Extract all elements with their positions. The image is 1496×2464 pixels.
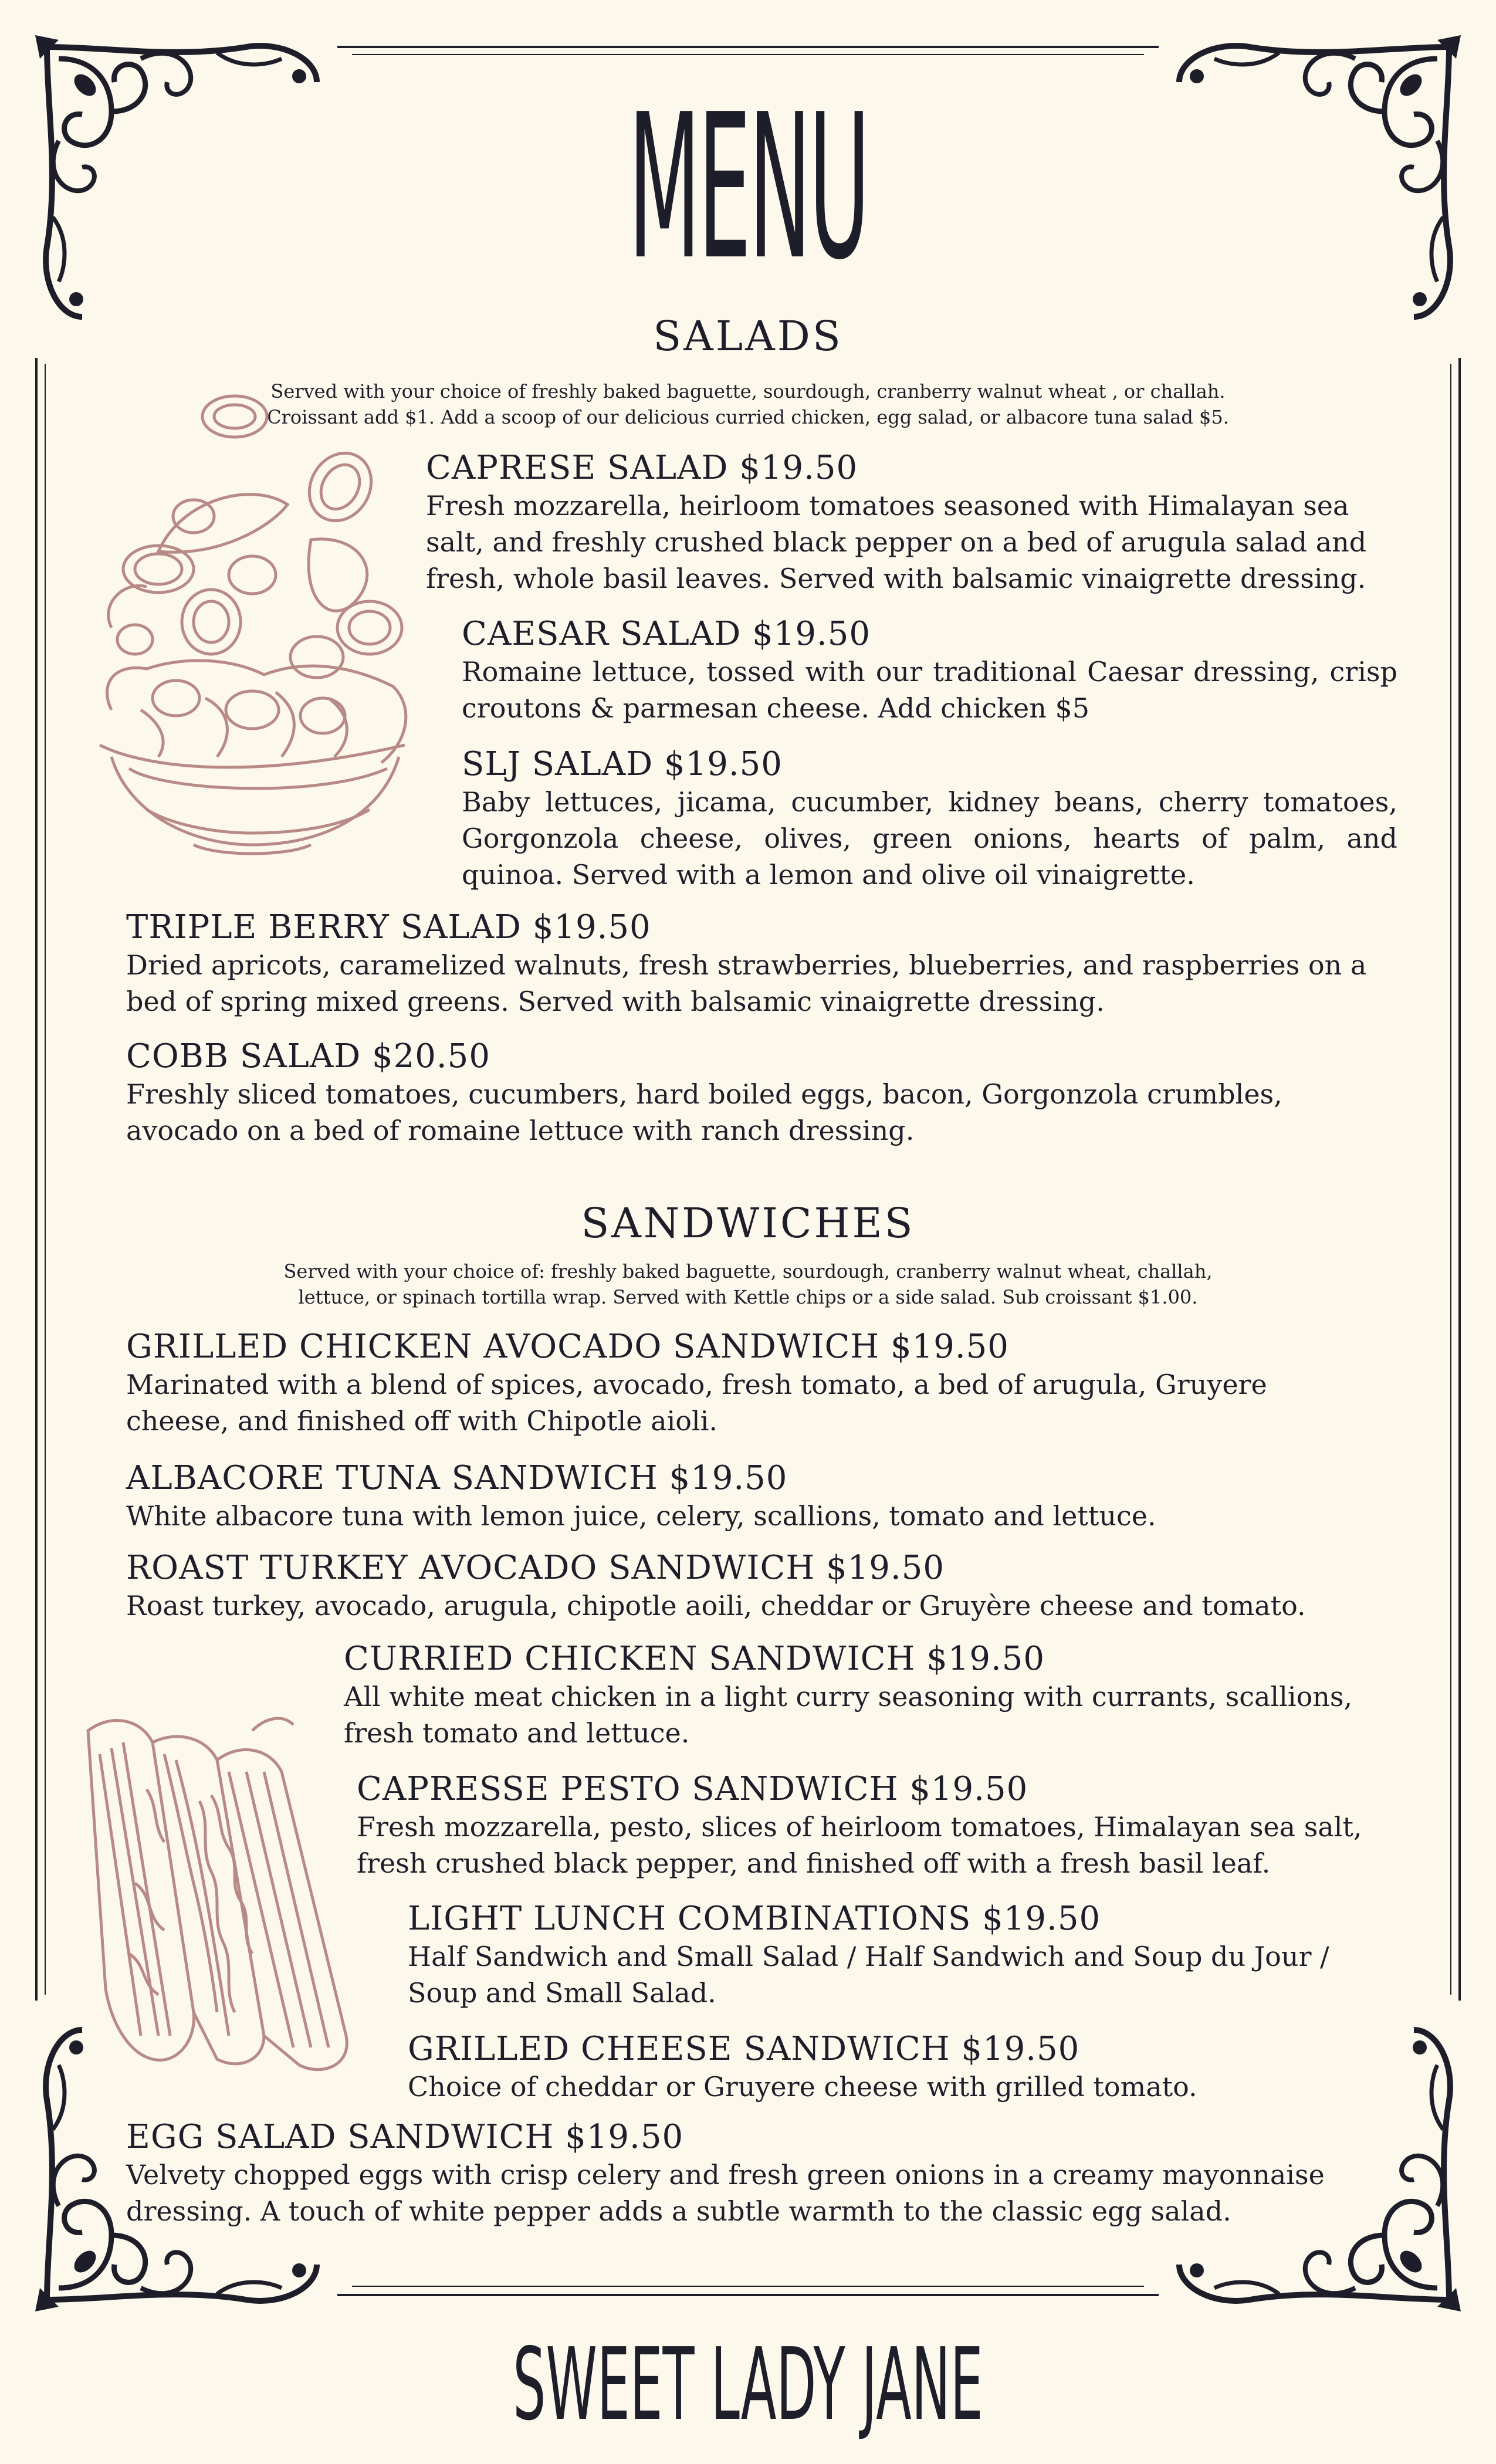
item-name: CURRIED CHICKEN SANDWICH $19.50 [344,1640,1045,1678]
menu-item [408,1900,1399,2011]
item-name: TRIPLE BERRY SALAD $19.50 [126,908,651,946]
corner-scroll-ornament-icon [23,23,329,352]
menu-item [126,1459,1399,1534]
item-description: Romaine lettuce, tossed with our traditional Caesar dressing, crisp croutons & parmesan cheese. Add chicken $5 [462,656,1397,724]
item-description: Fresh mozzarella, pesto, slices of heirloom tomatoes, Himalayan sea salt, fresh crushed black pepper, and finished off with a fresh basil leaf. [357,1811,1362,1879]
salad-bowl-illustration [76,381,428,868]
restaurant-name: SWEET LADY JANE [513,2327,983,2443]
item-description: Freshly sliced tomatoes, cucumbers, hard boiled eggs, bacon, Gorgonzola crumbles, avocado on a bed of romaine lettuce with ranch dressing. [126,1078,1282,1146]
sandwiches-intro [0,1258,1496,1310]
menu-item [126,1328,1399,1439]
page-title: MENU [628,72,868,304]
item-name: GRILLED CHICKEN AVOCADO SANDWICH $19.50 [126,1328,1009,1366]
salads-intro-line2: Croissant add $1. Add a scoop of our delicious curried chicken, egg salad, or albacore tuna salad $5. [267,406,1229,428]
item-name: CAPRESSE PESTO SANDWICH $19.50 [357,1770,1028,1808]
sandwich-illustration [76,1707,370,2083]
corner-scroll-ornament-icon [1167,23,1473,352]
item-name: SLJ SALAD $19.50 [462,745,783,783]
frame-bottom-line [337,2294,1159,2296]
menu-item [426,449,1397,597]
item-name: CAESAR SALAD $19.50 [462,615,871,653]
menu-item [126,2118,1399,2229]
sandwiches-intro-line1: Served with your choice of: freshly baked baguette, sourdough, cranberry walnut wheat, challah, [283,1260,1213,1282]
item-description: All white meat chicken in a light curry seasoning with currants, scallions, fresh tomato and lettuce. [344,1681,1353,1749]
item-name: GRILLED CHEESE SANDWICH $19.50 [408,2030,1080,2068]
menu-item [462,615,1397,726]
item-description: Dried apricots, caramelized walnuts, fresh strawberries, blueberries, and raspberries on a bed of spring mixed greens. Served with balsamic vinaigrette dressing. [126,949,1367,1017]
sandwiches-intro-line2: lettuce, or spinach tortilla wrap. Served with Kettle chips or a side salad. Sub croissant $1.00. [298,1286,1198,1308]
item-name: COBB SALAD $20.50 [126,1037,490,1075]
menu-item [462,745,1397,893]
menu-item [344,1640,1400,1751]
item-name: CAPRESE SALAD $19.50 [426,449,858,487]
item-name: EGG SALAD SANDWICH $19.50 [126,2118,684,2156]
item-description: Marinated with a blend of spices, avocado, fresh tomato, a bed of arugula, Gruyere cheese, and finished off with Chipotle aioli. [126,1369,1267,1437]
item-description: Velvety chopped eggs with crisp celery and fresh green onions in a creamy mayonnaise dressing. A touch of white pepper adds a subtle warmth to the classic egg salad. [126,2159,1325,2227]
sandwiches-heading: SANDWICHES [581,1199,915,1247]
item-description: Fresh mozzarella, heirloom tomatoes seasoned with Himalayan sea salt, and freshly crushed black pepper on a bed of arugula salad and fresh, whole basil leaves. Served with balsamic vinaigrette dressing. [426,490,1367,594]
menu-item [126,908,1399,1020]
frame-right-line-inner [1450,364,1451,1995]
item-description: Half Sandwich and Small Salad / Half Sandwich and Soup du Jour / Soup and Small Salad. [408,1941,1329,2009]
menu-item [408,2030,1399,2105]
item-name: LIGHT LUNCH COMBINATIONS $19.50 [408,1900,1101,1938]
menu-item [126,1037,1399,1149]
frame-left-line-inner [45,364,46,1995]
menu-item [357,1770,1401,1881]
item-description: Roast turkey, avocado, arugula, chipotle aoili, cheddar or Gruyère cheese and tomato. [126,1590,1306,1622]
salads-heading: SALADS [653,312,843,360]
frame-right-line [1458,358,1461,2001]
frame-top-line-inner [352,54,1144,55]
item-description: White albacore tuna with lemon juice, celery, scallions, tomato and lettuce. [126,1500,1156,1532]
item-name: ALBACORE TUNA SANDWICH $19.50 [126,1459,788,1497]
frame-bottom-line-inner [352,2286,1144,2287]
salads-intro-line1: Served with your choice of freshly baked baguette, sourdough, cranberry walnut wheat , or challah. [270,380,1226,402]
menu-item [126,1549,1399,1624]
item-description: Choice of cheddar or Gruyere cheese with grilled tomato. [408,2071,1197,2103]
item-description: Baby lettuces, jicama, cucumber, kidney beans, cherry tomatoes, Gorgonzola cheese, olives, green onions, hearts of palm, and quinoa. Served with a lemon and olive oil vinaigrette. [462,786,1397,891]
frame-top-line [337,46,1159,48]
item-name: ROAST TURKEY AVOCADO SANDWICH $19.50 [126,1549,945,1587]
frame-left-line [35,358,38,2001]
